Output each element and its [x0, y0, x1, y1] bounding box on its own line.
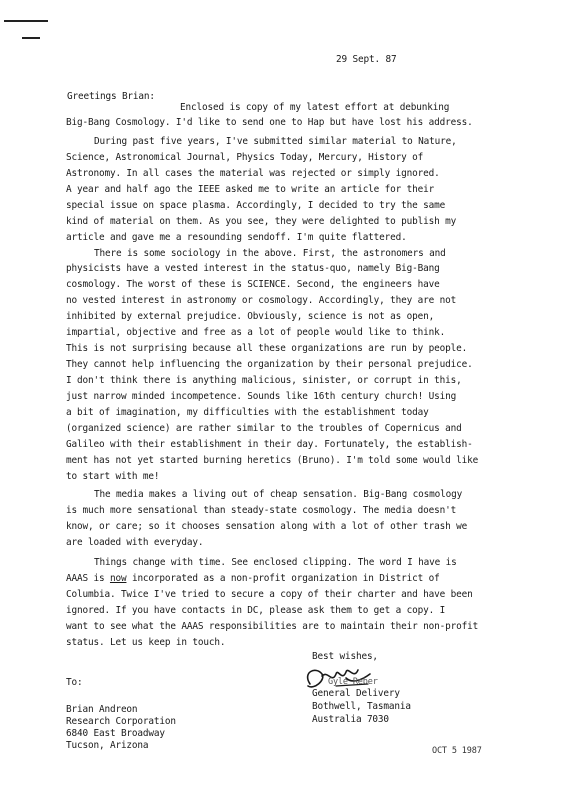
body-line: Columbia. Twice I've tried to secure a copy of their charter and have been: [66, 589, 473, 600]
closing: Best wishes,: [312, 651, 378, 662]
top-margin-mark-short: [22, 37, 40, 39]
body-line: impartial, objective and free as a lot of people would like to think.: [66, 327, 446, 338]
underlined-now: now: [109, 573, 127, 584]
body-line: This is not surprising because all these organizations are run by people.: [66, 343, 468, 354]
sender-name: Gyle Reber: [328, 677, 378, 687]
recipient-line: Research Corporation: [66, 716, 176, 727]
body-line: are loaded with everyday.: [66, 537, 204, 548]
recipient-line: 6840 East Broadway: [66, 728, 165, 739]
recipient-line: Tucson, Arizona: [66, 740, 149, 751]
body-line: Things change with time. See enclosed clipping. The word I have is: [94, 557, 457, 568]
body-line: know, or care; so it chooses sensation along with a lot of other trash we: [66, 521, 468, 532]
body-line: They cannot help influencing the organization by their personal prejudice.: [66, 359, 473, 370]
body-line: special issue on space plasma. Accordingly, I decided to try the same: [66, 200, 446, 211]
body-line: cosmology. The worst of these is SCIENCE. Second, the engineers have: [66, 279, 440, 290]
body-line: kind of material on them. As you see, they were delighted to publish my: [66, 216, 457, 227]
body-line: no vested interest in astronomy or cosmology. Accordingly, they are not: [66, 295, 457, 306]
letter-date: 29 Sept. 87: [336, 54, 397, 65]
line-rest: incorporated as a non-profit organization in District of: [126, 573, 440, 584]
sender-line: General Delivery: [312, 688, 400, 699]
body-line: Science, Astronomical Journal, Physics Today, Mercury, History of: [66, 152, 424, 163]
recipient-line: Brian Andreon: [66, 704, 138, 715]
aaas-word: AAAS is: [66, 573, 110, 584]
sender-line: Australia 7030: [312, 714, 389, 725]
top-margin-mark: [4, 20, 48, 22]
body-line: Enclosed is copy of my latest effort at debunking: [180, 102, 450, 113]
greeting: Greetings Brian:: [67, 91, 155, 102]
body-line: status. Let us keep in touch.: [66, 637, 226, 648]
body-line: The media makes a living out of cheap sensation. Big-Bang cosmology: [94, 489, 463, 500]
body-line: inhibited by external prejudice. Obviously, science is not as open,: [66, 311, 435, 322]
body-line: Big-Bang Cosmology. I'd like to send one to Hap but have lost his address.: [66, 117, 473, 128]
to-label: To:: [66, 677, 83, 688]
received-stamp: OCT 5 1987: [432, 746, 482, 756]
body-line: There is some sociology in the above. First, the astronomers and: [94, 248, 446, 259]
body-line: [66, 573, 440, 585]
body-line: ignored. If you have contacts in DC, please ask them to get a copy. I: [66, 605, 446, 616]
body-line: I don't think there is anything malicious, sinister, or corrupt in this,: [66, 375, 462, 386]
body-line: to start with me!: [66, 471, 160, 482]
body-line: a bit of imagination, my difficulties with the establishment today: [66, 407, 429, 418]
body-line: is much more sensational than steady-state cosmology. The media doesn't: [66, 505, 457, 516]
body-line: A year and half ago the IEEE asked me to write an article for their: [66, 184, 435, 195]
body-line: (organized science) are rather similar to the troubles of Copernicus and: [66, 423, 462, 434]
body-line: Astronomy. In all cases the material was rejected or simply ignored.: [66, 168, 440, 179]
body-line: ment has not yet started burning heretics (Bruno). I'm told some would like: [66, 455, 479, 466]
body-line: article and gave me a resounding sendoff. I'm quite flattered.: [66, 232, 407, 243]
body-line: physicists have a vested interest in the status-quo, namely Big-Bang: [66, 263, 440, 274]
body-line: want to see what the AAAS responsibilities are to maintain their non-profit: [66, 621, 479, 632]
body-line: Galileo with their establishment in their day. Fortunately, the establish-: [66, 439, 473, 450]
body-line: During past five years, I've submitted similar material to Nature,: [94, 136, 457, 147]
sender-line: Bothwell, Tasmania: [312, 701, 411, 712]
body-line: just narrow minded incompetence. Sounds like 16th century church! Using: [66, 391, 457, 402]
